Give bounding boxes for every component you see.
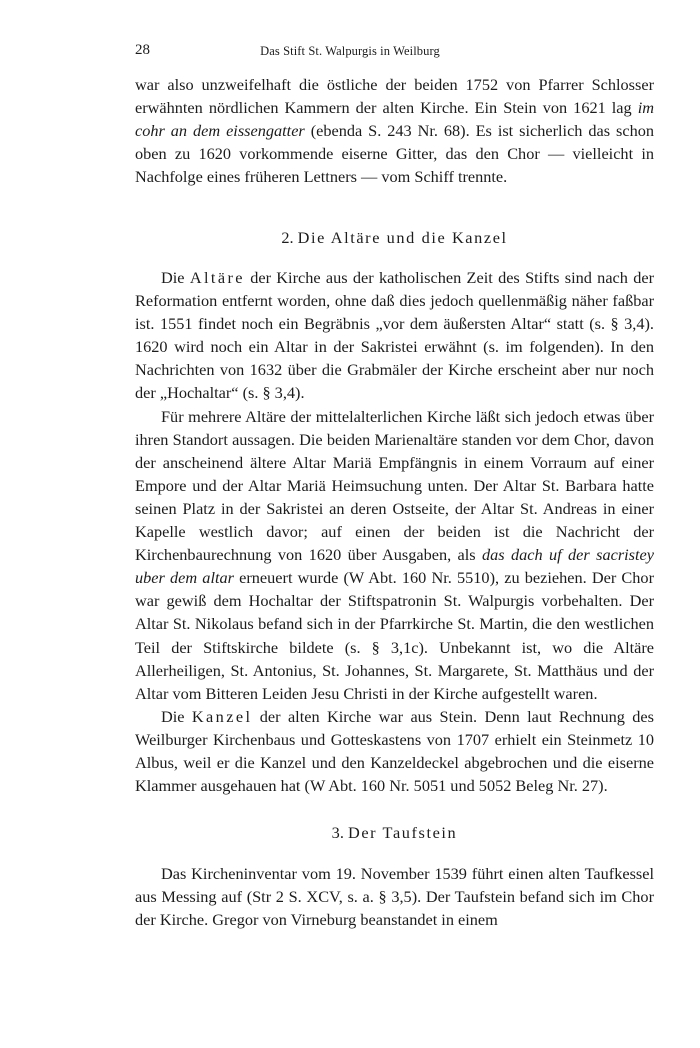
pulpit-term: Kanzel [191,706,253,726]
altar-locations-quote: das dach uf der sacristey uber dem altar [135,545,654,588]
altars-lead: Die [161,268,190,287]
altars-paragraph [135,266,654,405]
altars-term: Altäre [189,268,245,287]
running-head: Das Stift St. Walpurgis in Weilburg [260,44,440,58]
section-3-heading [135,822,654,844]
intro-quote: im cohr an dem eissengatter [135,98,654,141]
intro-paragraph [135,73,654,188]
pulpit-text: der alten Kirche war aus Stein. Denn laut Rechnung des Weilburger Kirchenbaus und Gotteskastens von 1707 erhielt ein Steinmetz 10 Albus, weil er die Kanzel und den Kanzeldeckel abgebrochen und die eiserne Klammer ausgehauen hat (W Abt. 160 Nr. 5051 und 5052 Beleg Nr. 27). [135,706,654,796]
intro-text-block [135,73,654,188]
section-2-heading [135,227,654,249]
section-3-title: Der Taufstein [347,823,458,842]
section-2-title: Die Altäre und die Kanzel [297,228,508,247]
page-number: 28 [135,42,150,58]
pulpit-lead: Die [161,706,192,726]
altars-text: der Kirche aus der katholischen Zeit des Stifts sind nach der Reformation entfernt worden, ohne daß dies jedoch quellenmäßig näher faßbar ist. 1551 findet noch ein Begräbnis „vor dem äußersten Altar“ statt (s. § 3,4). 1620 wird noch ein Altar in der Sakristei erwähnt (s. im folgenden). In den Nachrichten von 1632 über die Grabmäler der Kirche erscheint aber nur noch der „Hochaltar“ (s. § 3,4). [135,268,655,403]
pulpit-paragraph [135,705,654,797]
altar-locations-text-1: Für mehrere Altäre der mittelalterlichen Kirche läßt sich jedoch etwas über ihren Standort aussagen. Die beiden Marienaltäre standen vor dem Chor, davon der anscheinend ältere Altar Mariä Empfängnis in einem Vorraum auf einer Empore und der Altar Mariä Heimsuchung unten. Der Altar St. Barbara hatte seinen Platz in der Sakristei an deren Ostseite, der Altar St. Andreas in einer Kapelle westlich davor; auf einen der beiden ist die Nachricht der Kirchenbaurechnung von 1620 über Ausgaben, als [135,406,654,565]
altar-locations-text-2: erneuert wurde (W Abt. 160 Nr. 5510), zu beziehen. Der Chor war gewiß dem Hochaltar der Stiftspatronin St. Walpurgis vorbehalten. Der Altar St. Nikolaus befand sich in der Pfarrkirche St. Martin, die den westlichen Teil der Stiftskirche bildete (s. § 3,1c). Unbekannt ist, wo die Altäre Allerheiligen, St. Antonius, St. Johannes, St. Margarete, St. Matthäus und der Altar vom Bitteren Leiden Jesu Christi in der Kirche aufgestellt waren. [135,568,654,703]
baptismal-font-paragraph: Das Kircheninventar vom 19. November 1539 führt einen alten Taufkessel aus Messing auf (Str 2 S. XCV, s. a. § 3,5). Der Taufstein befand sich im Chor der Kirche. Gregor von Virneburg beanstandet in einem [135,864,654,930]
section-3-number: 3. [331,823,344,842]
section-2-number: 2. [281,228,294,247]
intro-text-2: (ebenda S. 243 Nr. 68). Es ist sicherlich das schon oben zu 1620 vorkommende eiserne Gitter, das den Chor — vielleicht in Nachfolge eines früheren Lettners — vom Schiff trennte. [135,121,655,187]
section-3-body [135,862,654,931]
section-2-body [135,266,654,797]
intro-text-1: war also unzweifelhaft die östliche der beiden 1752 von Pfarrer Schlosser erwähnten nördlichen Kammern der alten Kirche. Ein Stein von 1621 lag [135,75,654,118]
altar-locations-paragraph [135,405,654,705]
